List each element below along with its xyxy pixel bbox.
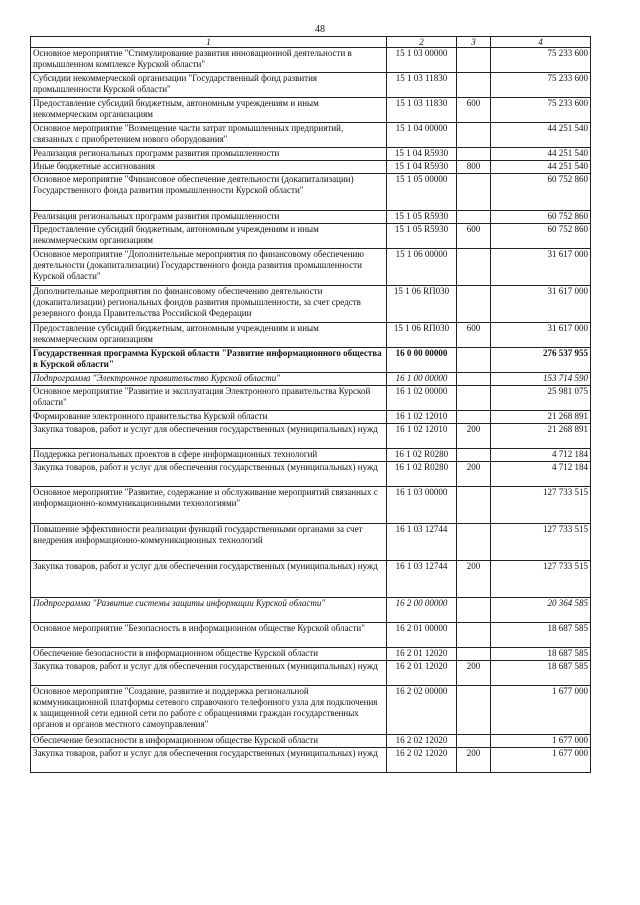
row-sum-cell: 21 268 891 bbox=[491, 424, 591, 449]
row-type-cell bbox=[457, 686, 491, 735]
row-type-cell: 200 bbox=[457, 748, 491, 773]
row-type-cell bbox=[457, 348, 491, 373]
row-code-cell: 15 1 05 R5930 bbox=[387, 224, 457, 249]
row-code-cell: 16 2 02 00000 bbox=[387, 686, 457, 735]
row-code-cell: 15 1 05 R5930 bbox=[387, 211, 457, 224]
row-type-cell bbox=[457, 373, 491, 386]
table-row bbox=[31, 449, 591, 462]
table-row bbox=[31, 661, 591, 686]
row-sum-cell: 127 733 515 bbox=[491, 524, 591, 561]
table-row bbox=[31, 48, 591, 73]
row-name-cell: Государственная программа Курской области "Развитие информационного общества в Курской области" bbox=[31, 348, 387, 373]
row-sum-cell: 75 233 600 bbox=[491, 73, 591, 98]
row-type-cell bbox=[457, 598, 491, 623]
row-name-cell: Основное мероприятие "Развитие и эксплуатация Электронного правительства Курской области" bbox=[31, 386, 387, 411]
row-code-cell: 16 1 02 R0280 bbox=[387, 449, 457, 462]
table-row bbox=[31, 623, 591, 648]
row-code-cell: 15 1 04 R5930 bbox=[387, 161, 457, 174]
row-name-cell: Реализация региональных программ развития промышленности bbox=[31, 148, 387, 161]
row-code-cell: 15 1 03 11830 bbox=[387, 98, 457, 123]
row-type-cell: 200 bbox=[457, 462, 491, 487]
row-sum-cell: 31 617 000 bbox=[491, 286, 591, 323]
table-row bbox=[31, 123, 591, 148]
row-name-cell: Подпрограмма "Развитие системы защиты информации Курской области" bbox=[31, 598, 387, 623]
table-row bbox=[31, 561, 591, 598]
row-sum-cell: 44 251 540 bbox=[491, 148, 591, 161]
row-sum-cell: 4 712 184 bbox=[491, 462, 591, 487]
table-row bbox=[31, 524, 591, 561]
row-type-cell: 200 bbox=[457, 561, 491, 598]
row-sum-cell: 25 981 075 bbox=[491, 386, 591, 411]
row-type-cell bbox=[457, 174, 491, 211]
row-type-cell bbox=[457, 211, 491, 224]
row-type-cell bbox=[457, 487, 491, 524]
row-sum-cell: 31 617 000 bbox=[491, 323, 591, 348]
row-name-cell: Закупка товаров, работ и услуг для обеспечения государственных (муниципальных) нужд bbox=[31, 748, 387, 773]
row-code-cell: 16 2 00 00000 bbox=[387, 598, 457, 623]
row-name-cell: Предоставление субсидий бюджетным, автономным учреждениям и иным некоммерческим организациям bbox=[31, 323, 387, 348]
row-code-cell: 16 1 02 12010 bbox=[387, 424, 457, 449]
table-row bbox=[31, 735, 591, 748]
row-code-cell: 15 1 06 RП030 bbox=[387, 323, 457, 348]
table-row bbox=[31, 462, 591, 487]
table-row bbox=[31, 249, 591, 286]
row-name-cell: Закупка товаров, работ и услуг для обеспечения государственных (муниципальных) нужд bbox=[31, 661, 387, 686]
table-row bbox=[31, 73, 591, 98]
row-sum-cell: 127 733 515 bbox=[491, 561, 591, 598]
row-type-cell: 600 bbox=[457, 224, 491, 249]
row-code-cell: 15 1 06 00000 bbox=[387, 249, 457, 286]
row-sum-cell: 31 617 000 bbox=[491, 249, 591, 286]
row-sum-cell: 75 233 600 bbox=[491, 48, 591, 73]
row-code-cell: 16 2 01 12020 bbox=[387, 661, 457, 686]
table-row bbox=[31, 211, 591, 224]
row-name-cell: Основное мероприятие "Стимулирование развития инновационной деятельности в промышленном комплексе Курской области" bbox=[31, 48, 387, 73]
row-type-cell bbox=[457, 386, 491, 411]
row-type-cell bbox=[457, 411, 491, 424]
row-name-cell: Закупка товаров, работ и услуг для обеспечения государственных (муниципальных) нужд bbox=[31, 561, 387, 598]
row-sum-cell: 18 687 585 bbox=[491, 623, 591, 648]
row-name-cell: Формирование электронного правительства Курской области bbox=[31, 411, 387, 424]
row-code-cell: 16 2 01 00000 bbox=[387, 623, 457, 648]
table-row bbox=[31, 648, 591, 661]
row-code-cell: 15 1 06 RП030 bbox=[387, 286, 457, 323]
column-number-3: 3 bbox=[457, 37, 491, 48]
row-sum-cell: 21 268 891 bbox=[491, 411, 591, 424]
row-type-cell: 800 bbox=[457, 161, 491, 174]
row-sum-cell: 60 752 860 bbox=[491, 174, 591, 211]
row-type-cell bbox=[457, 524, 491, 561]
row-code-cell: 16 1 02 00000 bbox=[387, 386, 457, 411]
row-name-cell: Основное мероприятие "Развитие, содержание и обслуживание мероприятий связанных с информационно-коммуникационными технологиями" bbox=[31, 487, 387, 524]
row-type-cell: 200 bbox=[457, 424, 491, 449]
row-name-cell: Обеспечение безопасности в информационном обществе Курской области bbox=[31, 735, 387, 748]
row-name-cell: Субсидии некоммерческой организации "Государственный фонд развития промышленности Курской области" bbox=[31, 73, 387, 98]
table-row bbox=[31, 323, 591, 348]
row-sum-cell: 153 714 590 bbox=[491, 373, 591, 386]
row-sum-cell: 75 233 600 bbox=[491, 98, 591, 123]
table-row bbox=[31, 98, 591, 123]
row-sum-cell: 1 677 000 bbox=[491, 686, 591, 735]
row-type-cell bbox=[457, 249, 491, 286]
table-row bbox=[31, 148, 591, 161]
table-row bbox=[31, 286, 591, 323]
table-row bbox=[31, 161, 591, 174]
row-sum-cell: 20 364 585 bbox=[491, 598, 591, 623]
column-number-row bbox=[31, 37, 591, 48]
row-code-cell: 16 2 01 12020 bbox=[387, 648, 457, 661]
row-type-cell bbox=[457, 735, 491, 748]
row-name-cell: Основное мероприятие "Безопасность в информационном обществе Курской области" bbox=[31, 623, 387, 648]
row-name-cell: Поддержка региональных проектов в сфере информационных технологий bbox=[31, 449, 387, 462]
row-name-cell: Основное мероприятие "Финансовое обеспечение деятельности (докапитализации) Государственного фонда развития промышленности Курской области" bbox=[31, 174, 387, 211]
table-row bbox=[31, 487, 591, 524]
table-row bbox=[31, 424, 591, 449]
row-code-cell: 15 1 05 00000 bbox=[387, 174, 457, 211]
table-row bbox=[31, 411, 591, 424]
row-type-cell bbox=[457, 648, 491, 661]
row-name-cell: Основное мероприятие "Возмещение части затрат промышленных предприятий, связанных с приобретением нового оборудования" bbox=[31, 123, 387, 148]
row-code-cell: 16 1 03 00000 bbox=[387, 487, 457, 524]
row-code-cell: 16 1 02 12010 bbox=[387, 411, 457, 424]
table-row bbox=[31, 386, 591, 411]
row-code-cell: 15 1 04 R5930 bbox=[387, 148, 457, 161]
row-name-cell: Закупка товаров, работ и услуг для обеспечения государственных (муниципальных) нужд bbox=[31, 424, 387, 449]
column-number-4: 4 bbox=[491, 37, 591, 48]
row-type-cell: 600 bbox=[457, 323, 491, 348]
row-code-cell: 16 1 00 00000 bbox=[387, 373, 457, 386]
row-code-cell: 16 1 03 12744 bbox=[387, 524, 457, 561]
row-code-cell: 16 0 00 00000 bbox=[387, 348, 457, 373]
row-sum-cell: 60 752 860 bbox=[491, 211, 591, 224]
table-row bbox=[31, 686, 591, 735]
row-code-cell: 16 1 03 12744 bbox=[387, 561, 457, 598]
table-row bbox=[31, 373, 591, 386]
column-number-2: 2 bbox=[387, 37, 457, 48]
row-code-cell: 15 1 03 00000 bbox=[387, 48, 457, 73]
row-type-cell bbox=[457, 286, 491, 323]
table-row bbox=[31, 224, 591, 249]
row-name-cell: Предоставление субсидий бюджетным, автономным учреждениям и иным некоммерческим организациям bbox=[31, 98, 387, 123]
row-type-cell bbox=[457, 123, 491, 148]
row-type-cell bbox=[457, 73, 491, 98]
row-name-cell: Реализация региональных программ развития промышленности bbox=[31, 211, 387, 224]
row-name-cell: Подпрограмма "Электронное правительство Курской области" bbox=[31, 373, 387, 386]
budget-table-body bbox=[31, 37, 591, 773]
row-name-cell: Повышение эффективности реализации функций государственными органами за счет внедрения информационно-коммуникационных технологий bbox=[31, 524, 387, 561]
row-name-cell: Иные бюджетные ассигнования bbox=[31, 161, 387, 174]
row-sum-cell: 127 733 515 bbox=[491, 487, 591, 524]
row-type-cell bbox=[457, 623, 491, 648]
row-name-cell: Основное мероприятие "Дополнительные мероприятия по финансовому обеспечению деятельности (докапитализации) Государственного фонда развития промышленности Курской области" bbox=[31, 249, 387, 286]
budget-table bbox=[30, 36, 591, 773]
row-sum-cell: 276 537 955 bbox=[491, 348, 591, 373]
row-code-cell: 16 1 02 R0280 bbox=[387, 462, 457, 487]
row-sum-cell: 4 712 184 bbox=[491, 449, 591, 462]
column-number-1: 1 bbox=[31, 37, 387, 48]
row-type-cell: 200 bbox=[457, 661, 491, 686]
row-name-cell: Основное мероприятие "Создание, развитие и поддержка региональной коммуникационной платформы сетевого справочного телефонного узла для подключения к защищенной сети единой сети по работе с обращениями граждан государственных органов и органов местного самоуправления" bbox=[31, 686, 387, 735]
row-name-cell: Предоставление субсидий бюджетным, автономным учреждениям и иным некоммерческим организациям bbox=[31, 224, 387, 249]
row-sum-cell: 44 251 540 bbox=[491, 161, 591, 174]
row-name-cell: Обеспечение безопасности в информационном обществе Курской области bbox=[31, 648, 387, 661]
table-row bbox=[31, 748, 591, 773]
row-sum-cell: 1 677 000 bbox=[491, 735, 591, 748]
row-name-cell: Дополнительные мероприятия по финансовому обеспечению деятельности (докапитализации) региональных фондов развития промышленности, за счет средств резервного фонда Правительства Российской Федерации bbox=[31, 286, 387, 323]
table-row bbox=[31, 348, 591, 373]
row-code-cell: 15 1 04 00000 bbox=[387, 123, 457, 148]
row-code-cell: 16 2 02 12020 bbox=[387, 748, 457, 773]
page-number: 48 bbox=[315, 24, 325, 35]
table-row bbox=[31, 174, 591, 211]
row-type-cell bbox=[457, 48, 491, 73]
row-code-cell: 15 1 03 11830 bbox=[387, 73, 457, 98]
row-sum-cell: 18 687 585 bbox=[491, 661, 591, 686]
row-code-cell: 16 2 02 12020 bbox=[387, 735, 457, 748]
table-row bbox=[31, 598, 591, 623]
row-type-cell bbox=[457, 148, 491, 161]
row-name-cell: Закупка товаров, работ и услуг для обеспечения государственных (муниципальных) нужд bbox=[31, 462, 387, 487]
row-sum-cell: 44 251 540 bbox=[491, 123, 591, 148]
row-sum-cell: 18 687 585 bbox=[491, 648, 591, 661]
row-type-cell bbox=[457, 449, 491, 462]
row-type-cell: 600 bbox=[457, 98, 491, 123]
row-sum-cell: 60 752 860 bbox=[491, 224, 591, 249]
row-sum-cell: 1 677 000 bbox=[491, 748, 591, 773]
